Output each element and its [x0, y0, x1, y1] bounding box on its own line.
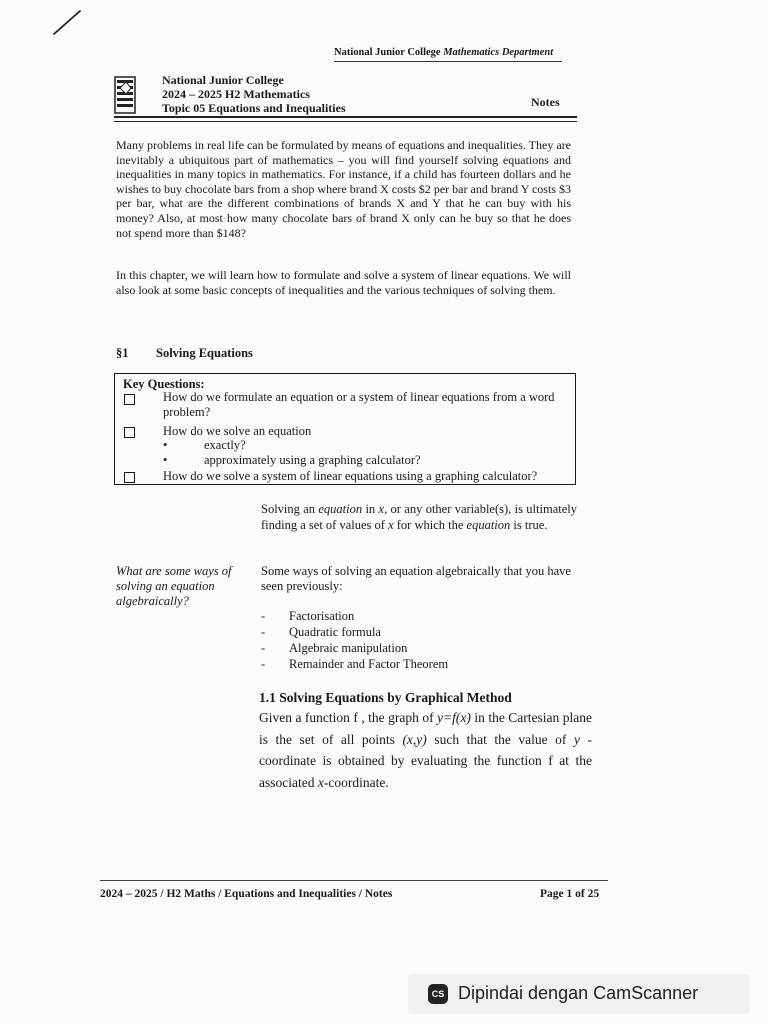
key-question-2-bullet-2 — [163, 453, 421, 468]
list-item: - Factorisation — [261, 609, 355, 623]
intro-paragraph-1: Many problems in real life can be formulated by means of equations and inequalities. They are inevitably a ubiquitous part of mathematics – you will find yourself solving equations and inequalities in many topics in mathematics. For instance, if a child has fourteen dollars and he wishes to buy chocolate bars from a shop where brand X costs $2 per bar and brand Y costs $3 per bar, what are the different combinations of brands X and Y that he can buy with his money? Also, at most how many chocolate bars of brand X only can he buy so that he does not spend more than $148? — [116, 138, 571, 240]
section-heading — [116, 346, 253, 361]
bullet-icon: • — [163, 453, 168, 467]
math-expression: (x,y) — [402, 731, 427, 747]
body-text: -coordinate is obtained by evaluating the function f at the associated — [259, 731, 592, 790]
footer-left: 2024 – 2025 / H2 Maths / Equations and Inequalities / Notes — [100, 888, 393, 900]
header-rule-thin — [114, 121, 577, 122]
key-question-2-bullet-1 — [163, 438, 246, 453]
subsection-body — [259, 707, 592, 793]
department-rule — [334, 61, 562, 62]
math-expression: x — [317, 774, 324, 790]
checkbox-icon — [124, 472, 135, 483]
body-text: in the Cartesian plane is the set of all points — [259, 710, 592, 747]
header-rule-thick — [114, 116, 577, 118]
definition-text: in — [362, 502, 379, 516]
intro-paragraph-2: In this chapter, we will learn how to formulate and solve a system of linear equations. We will also look at some basic concepts of inequalities and the various techniques of solving them. — [116, 268, 571, 297]
definition-variable: x — [388, 517, 394, 532]
definition-text: , or any other variable(s), is ultimately finding a set of values of — [261, 502, 577, 532]
page-number: Page 1 of 25 — [540, 888, 600, 900]
solving-equation-definition — [261, 502, 577, 533]
definition-emphasis: equation — [466, 517, 511, 532]
pen-stroke-mark — [52, 8, 82, 38]
college-logo-icon — [114, 76, 136, 114]
section-number: §1 — [116, 346, 129, 360]
definition-variable: x — [378, 502, 385, 516]
bullet-text: approximately using a graphing calculator? — [204, 453, 421, 467]
camscanner-logo-icon: CS — [428, 984, 448, 1004]
definition-emphasis: equation — [318, 502, 363, 516]
body-text: Given a function f , the graph of — [259, 710, 438, 725]
body-text: -coordinate. — [323, 774, 389, 790]
topic-name: Topic 05 Equations and Inequalities — [162, 101, 346, 115]
list-item-text: Algebraic manipulation — [289, 641, 408, 655]
ways-intro: Some ways of solving an equation algebraically that you have seen previously: — [261, 564, 571, 593]
definition-text: is true. — [510, 517, 548, 532]
math-expression: y=f(x) — [437, 710, 471, 725]
section-title: Solving Equations — [156, 346, 253, 360]
definition-text: for which the — [393, 517, 467, 532]
list-item-text: Remainder and Factor Theorem — [289, 657, 449, 671]
department-header-prefix: National Junior College — [334, 47, 444, 58]
list-item: - Remainder and Factor Theorem — [261, 657, 449, 671]
checkbox-icon — [124, 427, 135, 438]
body-text: such that the value of — [426, 731, 574, 747]
key-question-1: How do we formulate an equation or a system of linear equations from a word problem? — [163, 390, 555, 419]
subsection-title: 1.1 Solving Equations by Graphical Method — [259, 690, 512, 705]
bullet-text: exactly? — [204, 438, 246, 452]
definition-text: Solving an — [261, 502, 319, 516]
key-question-2: How do we solve an equation — [163, 424, 312, 438]
checkbox-icon — [124, 394, 135, 405]
course-name: 2024 – 2025 H2 Mathematics — [162, 87, 310, 101]
list-item: - Algebraic manipulation — [261, 641, 408, 655]
list-item-text: Factorisation — [289, 609, 355, 623]
camscanner-text: Dipindai dengan CamScanner — [458, 983, 699, 1003]
key-questions-title: Key Questions: — [123, 377, 205, 391]
notes-label: Notes — [531, 95, 560, 109]
institution-name: National Junior College — [162, 73, 284, 87]
list-item-text: Quadratic formula — [289, 625, 381, 639]
ways-list — [261, 608, 448, 672]
department-header-italic: Mathematics Department — [443, 47, 554, 58]
bullet-icon: • — [163, 438, 168, 452]
footer-rule — [100, 880, 608, 881]
list-item: - Quadratic formula — [261, 625, 381, 639]
margin-question: What are some ways of solving an equation algebraically? — [116, 564, 232, 608]
key-question-3: How do we solve a system of linear equations using a graphing calculator? — [163, 469, 538, 483]
course-heading-block — [162, 73, 346, 115]
department-header — [334, 47, 553, 58]
math-expression: y — [573, 731, 580, 747]
